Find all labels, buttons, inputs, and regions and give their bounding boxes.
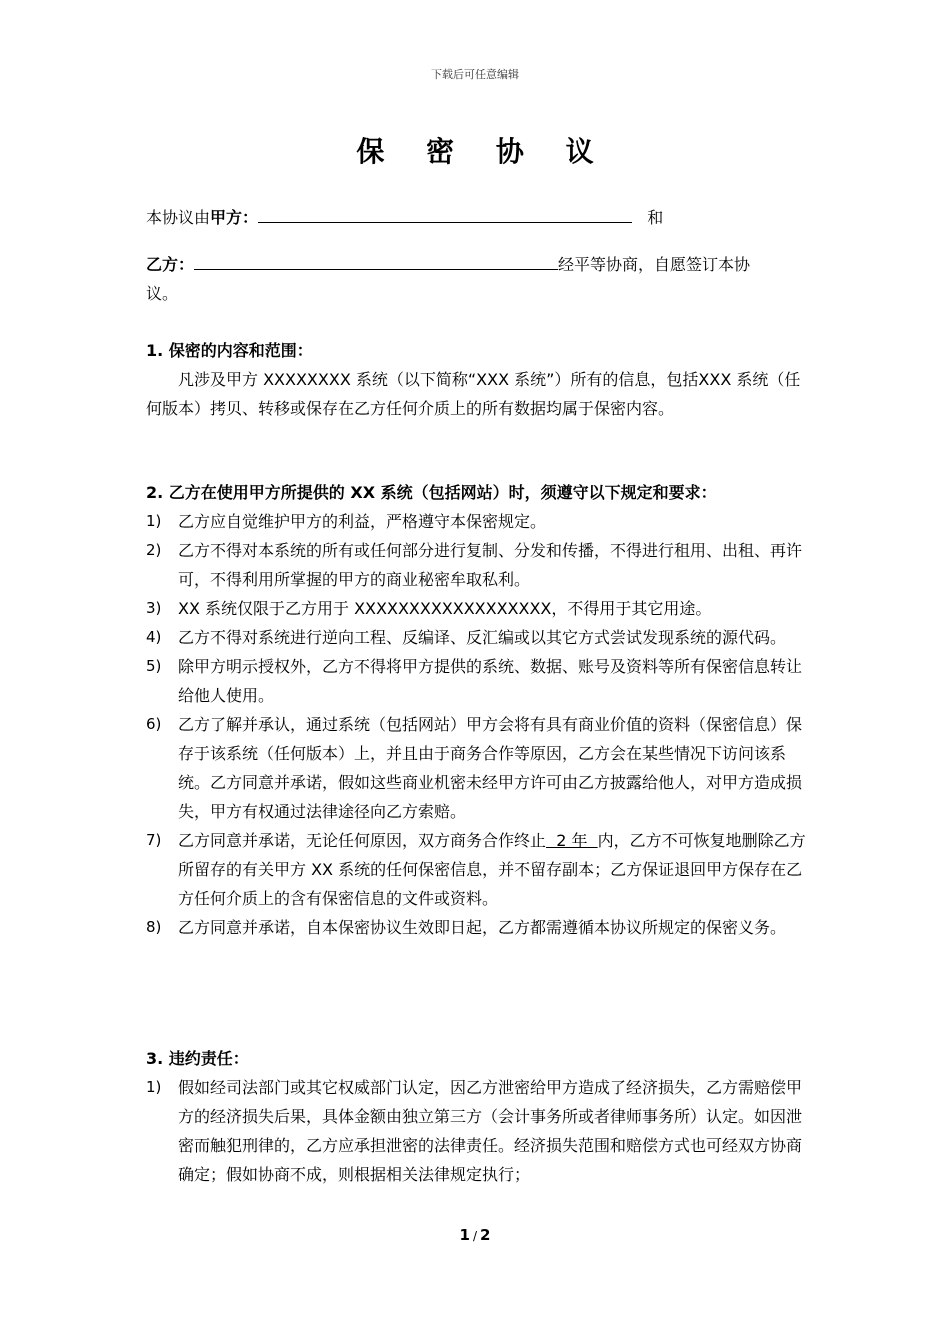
current-page: 1 <box>459 1226 470 1244</box>
item-text: 乙方不得对系统进行逆向工程、反编译、反汇编或以其它方式尝试发现系统的源代码。 <box>178 628 787 647</box>
section-1-title: 1. 保密的内容和范围： <box>146 341 313 360</box>
list-item <box>146 913 806 942</box>
section-1 <box>146 336 806 423</box>
section-2 <box>146 478 806 942</box>
item-number: 2) <box>146 541 162 559</box>
list-item <box>146 710 806 826</box>
party-b-blank[interactable] <box>194 251 558 270</box>
section-2-title: 2. 乙方在使用甲方所提供的 XX 系统（包括网站）时，须遵守以下规定和要求： <box>146 483 717 502</box>
term-blank[interactable]: 2 年 <box>546 831 598 850</box>
list-item <box>146 652 806 710</box>
item-text: 除甲方明示授权外，乙方不得将甲方提供的系统、数据、账号及资料等所有保密信息转让给他人使用。 <box>178 657 803 705</box>
page-header: 下载后可任意编辑 <box>431 68 519 81</box>
item-number: 8) <box>146 918 162 936</box>
item-number: 5) <box>146 657 162 675</box>
intro-line-2 <box>146 250 750 279</box>
intro-line-1 <box>146 203 663 232</box>
intro-suffix: 经平等协商，自愿签订本协 <box>558 255 751 274</box>
item-text: 乙方不得对本系统的所有或任何部分进行复制、分发和传播，不得进行租用、出租、再许可，不得利用所掌握的甲方的商业秘密牟取私利。 <box>178 541 803 589</box>
item-text: XX 系统仅限于乙方用于 XXXXXXXXXXXXXXXXXX，不得用于其它用途。 <box>178 599 712 618</box>
item-number: 6) <box>146 715 162 733</box>
item-text: 乙方了解并承认，通过系统（包括网站）甲方会将有具有商业价值的资料（保密信息）保存于该系统（任何版本）上，并且由于商务合作等原因，乙方会在某些情况下访问该系统。乙方同意并承诺，假如这些商业机密未经甲方许可由乙方披露给他人，对甲方造成损失，甲方有权通过法律途径向乙方索赔。 <box>178 715 803 821</box>
list-item <box>146 623 806 652</box>
item-text: 内，乙方不可恢复地删除乙方所留存的有关甲方 XX 系统的任何保密信息，并不留存副本；乙方保证退回甲方保存在乙方任何介质上的含有保密信息的文件或资料。 <box>178 831 806 908</box>
intro-prefix: 本协议由 <box>146 208 211 227</box>
item-number: 1) <box>146 512 162 530</box>
item-text: 乙方同意并承诺，无论任何原因，双方商务合作终止 <box>178 831 547 850</box>
section-3 <box>146 1044 806 1189</box>
list-item <box>146 507 806 536</box>
page-separator: / <box>472 1229 478 1243</box>
document-title: 保 密 协 议 <box>356 135 610 168</box>
and-text: 和 <box>647 208 664 227</box>
party-a-label: 甲方： <box>210 208 259 227</box>
item-text: 乙方同意并承诺，自本保密协议生效即日起，乙方都需遵循本协议所规定的保密义务。 <box>178 918 787 937</box>
total-pages: 2 <box>480 1226 491 1244</box>
intro-line-3: 议。 <box>146 284 179 303</box>
item-text: 假如经司法部门或其它权威部门认定，因乙方泄密给甲方造成了经济损失，乙方需赔偿甲方的经济损失后果，具体金额由独立第三方（会计事务所或者律师事务所）认定。如因泄密而触犯刑律的，乙方应承担泄密的法律责任。经济损失范围和赔偿方式也可经双方协商确定；假如协商不成，则根据相关法律规定执行； <box>178 1078 803 1184</box>
party-a-blank[interactable] <box>258 204 632 223</box>
section-3-title: 3. 违约责任： <box>146 1049 249 1068</box>
list-item <box>146 826 806 913</box>
section-2-list <box>146 507 806 942</box>
page-number <box>0 1226 950 1244</box>
list-item <box>146 594 806 623</box>
item-number: 7) <box>146 831 162 849</box>
party-b-label: 乙方： <box>146 255 195 274</box>
item-text: 乙方应自觉维护甲方的利益，严格遵守本保密规定。 <box>178 512 547 531</box>
item-number: 3) <box>146 599 162 617</box>
list-item <box>146 1073 806 1189</box>
section-3-list <box>146 1073 806 1189</box>
item-number: 1) <box>146 1078 162 1096</box>
item-number: 4) <box>146 628 162 646</box>
section-1-body: 凡涉及甲方 XXXXXXXX 系统（以下简称“XXX 系统”）所有的信息，包括XXX 系统（任何版本）拷贝、转移或保存在乙方任何介质上的所有数据均属于保密内容。 <box>146 370 801 418</box>
list-item <box>146 536 806 594</box>
